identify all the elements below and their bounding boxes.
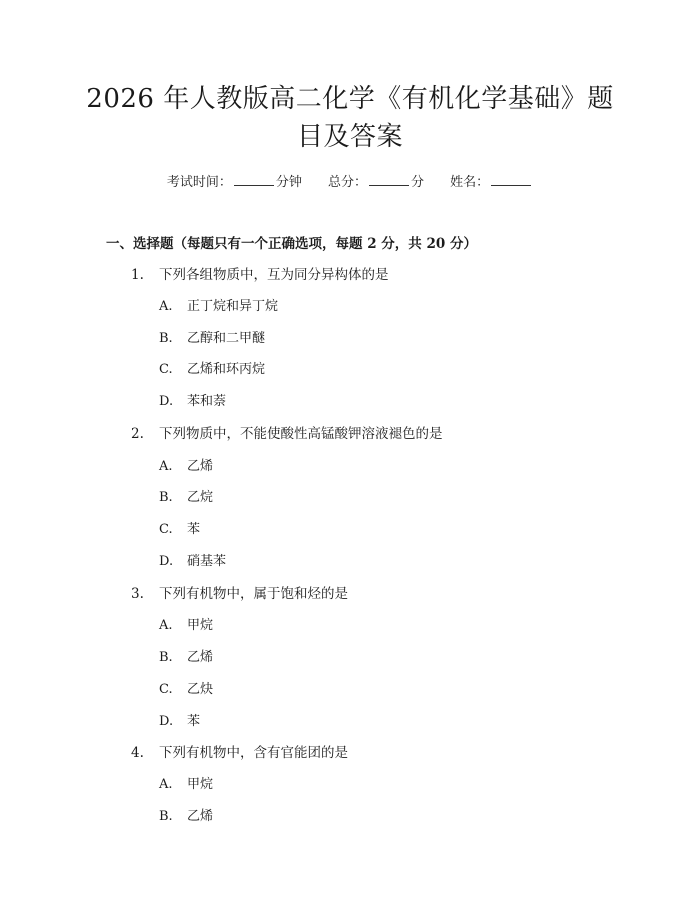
option-letter: B. <box>159 331 173 346</box>
question-3 <box>131 582 348 602</box>
exam-time-blank <box>234 174 274 186</box>
question-2-option-a <box>159 455 213 474</box>
question-3-option-d <box>159 710 200 729</box>
document-title-line-2: 目及答案 <box>296 122 403 152</box>
question-4 <box>131 741 348 761</box>
question-text: 下列物质中，不能使酸性高锰酸钾溶液褪色的是 <box>159 426 443 442</box>
option-text: 乙烯 <box>187 459 214 474</box>
option-text: 乙醇和二甲醚 <box>187 331 266 346</box>
option-text: 乙烯 <box>187 650 214 665</box>
question-number: 4. <box>131 745 144 761</box>
total-score-field <box>328 171 424 190</box>
option-letter: B. <box>159 809 173 824</box>
question-2-option-c <box>159 518 200 537</box>
option-letter: D. <box>159 554 174 569</box>
option-text: 硝基苯 <box>187 554 227 569</box>
option-text: 苯和萘 <box>187 394 227 409</box>
document-title-line-1: 2026 年人教版高二化学《有机化学基础》题 <box>86 84 614 114</box>
question-3-option-a <box>159 614 213 633</box>
option-text: 苯 <box>187 714 201 729</box>
question-3-option-c <box>159 678 213 697</box>
question-2-option-b <box>159 486 213 505</box>
question-4-option-b <box>159 805 213 824</box>
question-1-option-d <box>159 390 226 409</box>
question-4-option-a <box>159 773 213 792</box>
option-letter: B. <box>159 650 173 665</box>
option-text: 乙炔 <box>187 682 214 697</box>
question-number: 1. <box>131 267 144 283</box>
total-score-label: 总分： <box>327 175 367 190</box>
option-letter: A. <box>159 777 173 792</box>
exam-time-label: 考试时间： <box>166 175 232 190</box>
exam-info-line <box>0 171 700 190</box>
option-letter: B. <box>159 490 173 505</box>
exam-time-unit: 分钟 <box>275 175 302 190</box>
student-name-blank <box>491 174 531 186</box>
option-letter: C. <box>159 362 173 377</box>
option-letter: A. <box>159 459 173 474</box>
question-1 <box>131 263 389 283</box>
section-heading-multiple-choice: 一、选择题（每题只有一个正确选项，每题 2 分，共 20 分） <box>106 236 477 252</box>
question-1-option-c <box>159 358 265 377</box>
question-1-option-a <box>159 295 278 314</box>
option-text: 甲烷 <box>187 777 214 792</box>
question-1-option-b <box>159 327 265 346</box>
option-text: 甲烷 <box>187 618 214 633</box>
option-text: 苯 <box>187 522 201 537</box>
option-letter: C. <box>159 522 173 537</box>
option-text: 乙烯和环丙烷 <box>187 362 266 377</box>
option-letter: A. <box>159 299 173 314</box>
question-3-option-b <box>159 646 213 665</box>
question-number: 3. <box>131 586 144 602</box>
question-text: 下列有机物中，含有官能团的是 <box>159 745 348 761</box>
student-name-label: 姓名： <box>450 175 490 190</box>
exam-time-field <box>167 171 302 190</box>
question-text: 下列各组物质中，互为同分异构体的是 <box>159 267 389 283</box>
question-number: 2. <box>131 426 144 442</box>
option-text: 正丁烷和异丁烷 <box>187 299 279 314</box>
total-score-blank <box>369 174 409 186</box>
option-text: 乙烷 <box>187 490 214 505</box>
question-text: 下列有机物中，属于饱和烃的是 <box>159 586 348 602</box>
option-letter: D. <box>159 394 174 409</box>
option-letter: A. <box>159 618 173 633</box>
total-score-unit: 分 <box>411 175 425 190</box>
question-2-option-d <box>159 550 226 569</box>
option-letter: C. <box>159 682 173 697</box>
question-2 <box>131 422 443 442</box>
option-text: 乙烯 <box>187 809 214 824</box>
option-letter: D. <box>159 714 174 729</box>
student-name-field <box>450 171 533 190</box>
